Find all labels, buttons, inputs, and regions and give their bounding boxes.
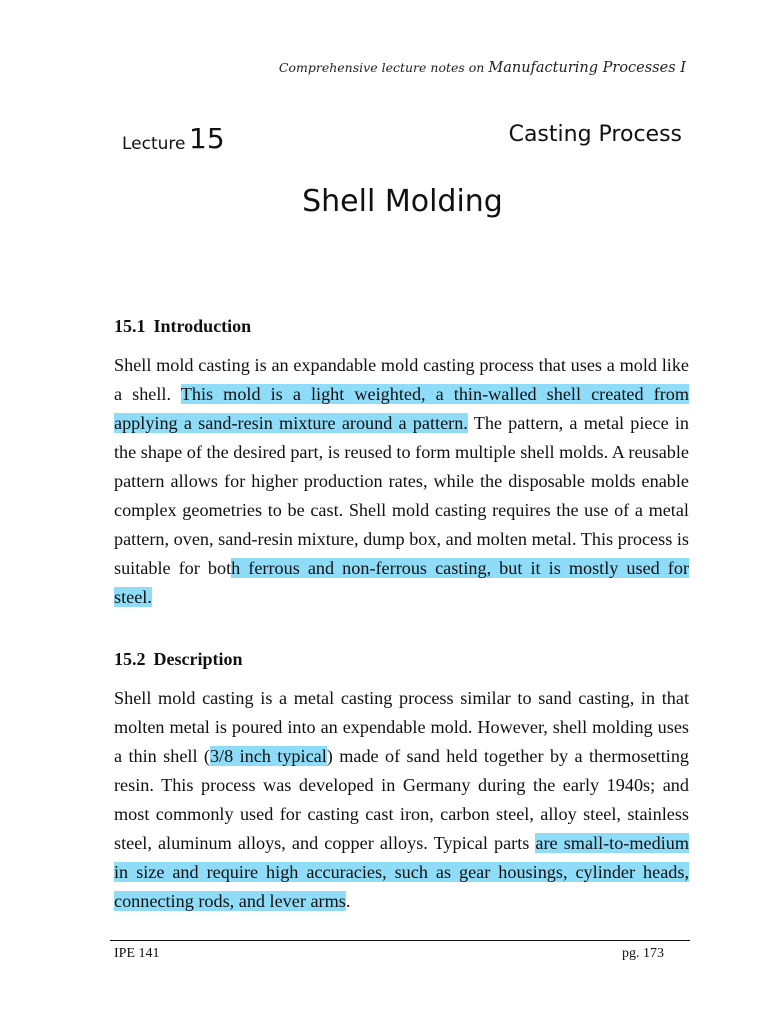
lecture-heading: [122, 122, 682, 162]
text-segment: .: [345, 891, 351, 911]
footer-divider: [110, 940, 690, 941]
footer-page-number: pg. 173: [622, 946, 664, 961]
highlighted-text: 3/8 inch typical: [209, 746, 327, 766]
introduction-paragraph: [114, 351, 689, 612]
chapter-title: Casting Process: [508, 122, 682, 147]
section-heading-description: [114, 649, 243, 670]
running-header: [279, 60, 686, 76]
description-paragraph: [114, 684, 689, 916]
highlighted-text: This mold is a light weighted, a thin-walled shell created from applying a sand-resin mixture around a pattern.: [114, 384, 689, 433]
lecture-number: 15: [189, 122, 225, 155]
section-number: 15.2: [114, 649, 146, 669]
header-course-name: Manufacturing Processes I: [488, 60, 686, 76]
text-segment: The pattern, a metal piece in the shape of the desired part, is reused to form multiple shell molds. A reusable pattern allows for higher production rates, while the disposable molds enable complex geometries to be cast. Shell mold casting requires the use of a metal pattern, oven, sand-resin mixture, dump box, and molten metal. This process is suitable for bot: [114, 413, 689, 578]
header-note-text: Comprehensive lecture notes on: [278, 60, 485, 75]
text-segment: ) made of sand held together by a thermosetting resin. This process was developed in Germany during the early 1940s; and most commonly used for casting cast iron, carbon steel, alloy steel, stainless steel, aluminum alloys, and copper alloys. Typical parts: [114, 746, 690, 853]
section-title: Description: [153, 649, 243, 669]
page-title: Shell Molding: [302, 184, 503, 219]
section-title: Introduction: [153, 316, 252, 336]
footer-course-code: IPE 141: [114, 946, 160, 961]
highlighted-text: h ferrous and non-ferrous casting, but it is mostly used for steel.: [114, 558, 689, 607]
lecture-label: Lecture: [122, 134, 186, 154]
highlighted-text: are small-to-medium in size and require high accuracies, such as gear housings, cylinder heads, connecting rods, and lever arms: [114, 833, 689, 911]
text-segment: Shell mold casting is an expandable mold casting process that uses a mold like a shell.: [114, 355, 689, 404]
section-heading-introduction: [114, 316, 251, 337]
section-number: 15.1: [114, 316, 146, 336]
text-segment: Shell mold casting is a metal casting process similar to sand casting, in that molten metal is poured into an expendable mold. However, shell molding uses a thin shell (: [114, 688, 689, 766]
